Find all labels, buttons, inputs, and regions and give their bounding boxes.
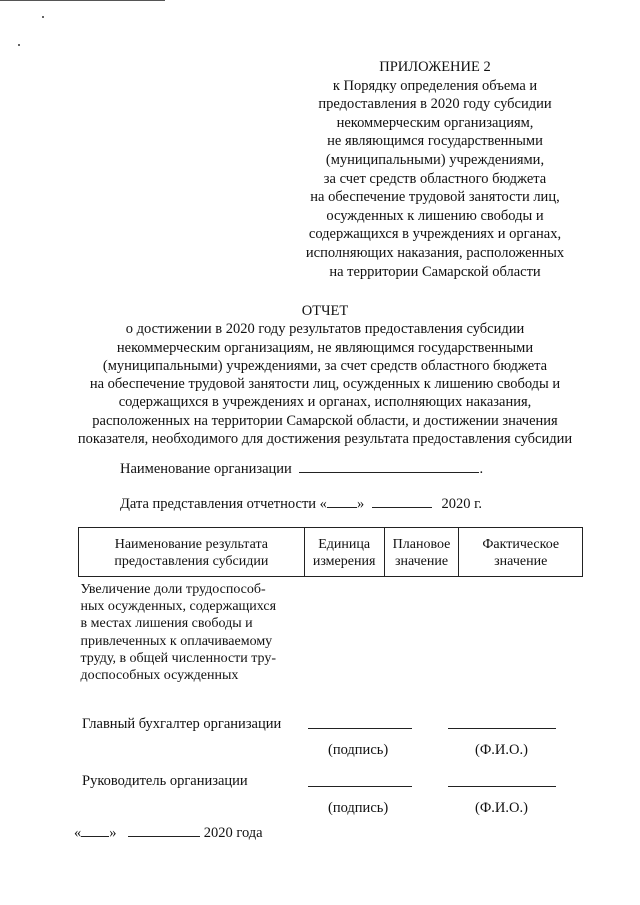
appendix-line: на территории Самарской области xyxy=(329,263,541,280)
top-rule xyxy=(0,0,165,1)
appendix-line: осужденных к лишению свободы и xyxy=(326,207,544,224)
result-line: в местах лишения свободы и xyxy=(80,616,253,632)
report-date-label: Дата представления отчетности « xyxy=(120,496,327,512)
result-line: привлеченных к оплачиваемому xyxy=(80,633,273,649)
org-name-label: Наименование организации xyxy=(120,461,292,477)
header-result-name: Наименование результата предоставления субсидии xyxy=(79,528,305,577)
org-name-period: . xyxy=(479,461,484,477)
report-date-year: 2020 г. xyxy=(441,496,482,512)
director-name-line[interactable] xyxy=(448,785,556,787)
appendix-title: ПРИЛОЖЕНИЕ 2 xyxy=(379,59,491,75)
table-row xyxy=(79,577,583,685)
footer-close-quote: » xyxy=(109,825,117,841)
result-line: ных осужденных, содержащихся xyxy=(80,599,277,615)
result-line: доспособных осужденных xyxy=(80,668,239,684)
report-date-field xyxy=(120,494,482,513)
actual-value-cell[interactable] xyxy=(459,577,583,685)
report-line: (муниципальными) учреждениями, за счет средств областного бюджета xyxy=(102,357,548,374)
appendix-line: (муниципальными) учреждениями, xyxy=(325,151,545,168)
footer-day-blank[interactable] xyxy=(81,823,109,837)
result-line: Увеличение доли трудоспособ- xyxy=(80,582,266,597)
scan-dot xyxy=(18,44,20,46)
appendix-line: некоммерческим организациям, xyxy=(336,114,534,131)
appendix-line: на обеспечение трудовой занятости лиц, xyxy=(310,189,560,206)
report-line: показателя, необходимого для достижения результата предоставления субсидии xyxy=(77,431,573,448)
appendix-line: предоставления в 2020 году субсидии xyxy=(318,96,552,113)
report-line: о достижении в 2020 году результатов предоставления субсидии xyxy=(125,321,525,338)
report-date-day-blank[interactable] xyxy=(327,494,357,508)
appendix-block xyxy=(290,58,580,281)
accountant-signature-line[interactable] xyxy=(308,727,412,729)
director-signature-line[interactable] xyxy=(308,785,412,787)
report-line: содержащихся в учреждениях и органах, исполняющих наказания, xyxy=(118,394,532,411)
accountant-label: Главный бухгалтер организации xyxy=(82,716,282,732)
report-date-month-blank[interactable] xyxy=(372,494,432,508)
director-name-caption: (Ф.И.О.) xyxy=(475,800,528,816)
table-header-row xyxy=(79,528,583,577)
footer-year: 2020 года xyxy=(203,825,263,841)
footer-open-quote: « xyxy=(74,825,82,841)
report-title: ОТЧЕТ xyxy=(301,303,349,319)
result-name-cell xyxy=(79,577,305,685)
appendix-line: исполняющих наказания, расположенных xyxy=(305,244,565,261)
report-date-quote: » xyxy=(356,496,365,512)
header-unit: Единица измерения xyxy=(304,528,384,577)
appendix-line: содержащихся в учреждениях и органах, xyxy=(308,226,562,243)
director-label: Руководитель организации xyxy=(82,773,248,789)
director-signature-caption: (подпись) xyxy=(328,800,389,816)
report-line: на обеспечение трудовой занятости лиц, осужденных к лишению свободы и xyxy=(89,376,561,393)
appendix-line: к Порядку определения объема и xyxy=(332,77,538,94)
org-name-field xyxy=(120,459,483,478)
unit-cell[interactable] xyxy=(304,577,384,685)
accountant-name-line[interactable] xyxy=(448,727,556,729)
accountant-signature-caption: (подпись) xyxy=(328,742,389,758)
accountant-name-caption: (Ф.И.О.) xyxy=(475,742,528,758)
planned-value-cell[interactable] xyxy=(384,577,459,685)
header-actual-value: Фактическое значение xyxy=(459,528,583,577)
header-planned-value: Плановое значение xyxy=(384,528,459,577)
footer-month-blank[interactable] xyxy=(128,823,200,837)
appendix-line: не являющимся государственными xyxy=(327,133,543,150)
report-line: расположенных на территории Самарской области, и достижении значения xyxy=(92,412,558,429)
appendix-line: за счет средств областного бюджета xyxy=(323,170,547,187)
report-line: некоммерческим организациям, не являющимся государственными xyxy=(116,339,534,356)
report-block xyxy=(60,302,590,448)
result-line: труду, в общей численности тру- xyxy=(80,650,277,666)
results-table xyxy=(78,527,583,684)
footer-date xyxy=(74,823,263,842)
org-name-blank[interactable] xyxy=(299,459,479,473)
scan-dot xyxy=(42,16,44,18)
